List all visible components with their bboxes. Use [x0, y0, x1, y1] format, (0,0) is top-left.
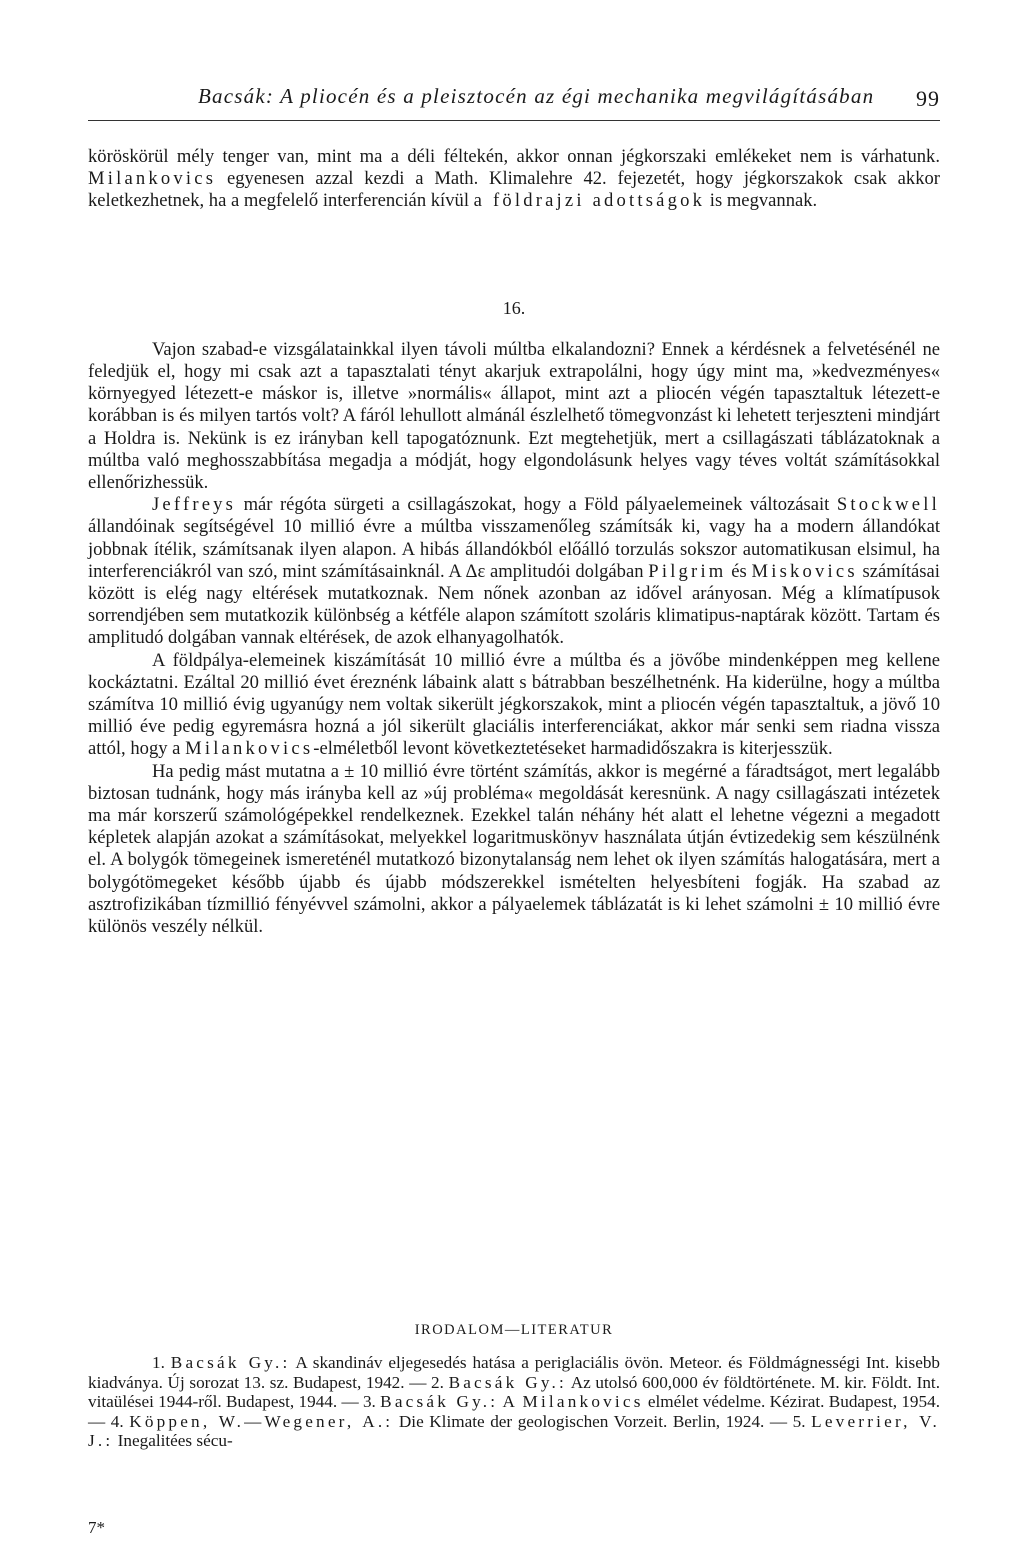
author-name: Stockwell: [836, 494, 940, 516]
reference-text: A: [502, 1392, 519, 1412]
paragraph-text: -elméletből levont következtetéseket harmadidőszakra is kiterjesszük.: [313, 738, 833, 760]
paragraph-text: már régóta sürgeti a csillagászokat, hogy a Föld pályaelemeinek változásait: [243, 494, 830, 516]
paragraph: [88, 494, 940, 649]
body-text: [88, 146, 940, 938]
intro-text-c: is megvannak.: [709, 190, 818, 212]
paragraph: [88, 650, 940, 761]
running-head: Bacsák: A pliocén és a pleisztocén az égi mechanika megvilágításában: [198, 84, 875, 108]
reference-text: Az utolsó 600,000 év földtörténete. M. kir. Földt. Int. vitaülései 1944-ről. Budapest, 1944. — 3.: [88, 1372, 940, 1412]
emphasized-text: a földrajzi adottságok: [473, 190, 706, 212]
reference-author: Bacsák Gy.:: [448, 1372, 567, 1392]
reference-author: Leverrier, V. J.:: [88, 1411, 941, 1451]
reference-text: A skandináv eljegesedés hatása a periglaciális övön. Meteor. és Földmágnességi Int. kisebb kiadványa. Új sorozat 13. sz. Budapest, 1942. — 2.: [88, 1353, 941, 1392]
author-name: Jeffreys: [152, 494, 237, 516]
paragraph-text: és: [731, 560, 747, 582]
paragraph-text: számításai között is elég nagy eltérések mutatkoznak. Nem nőnek azonban az idővel arányosan. Még a klímatípusok sorrendjében sem mutatkozik különbség a kétféle alapon számított szoláris klimatipus-naptárak között. Tartam és amplitudó dolgában vannak eltérések, de azok elhanyagolhatók.: [88, 560, 940, 649]
reference-author: Köppen, W.—Wegener, A.:: [129, 1411, 394, 1431]
paragraph: Vajon szabad-e vizsgálatainkkal ilyen távoli múltba elkalandozni? Ennek a kérdésnek a felvetésénél ne feledjük el, hogy mi csak azt a tapasztalati tényt akarjuk extrapolálni, hogy úgy mint ma, »kedvezményes« környegyed létezett-e máskor is, illetve »normális« állapot, mint azt a pliocén végén tapasztaltuk létezett-e korábban is és milyen tartós volt? A fáról lehullott almánál észlelhető tömegvonzást ki lehetett terjeszteni mindjárt a Holdra is. Nekünk is ez irányban kell tapogatóznunk. Ezt megtehetjük, mert a csillagászati táblázatoknak a múltba való meghosszabbítása megadja a módját, hogy elgondolásunk helyes vagy téves voltát számításokkal ellenőrizhessük.: [88, 338, 940, 494]
author-name: Milankovics: [88, 168, 217, 190]
reference-text: Inegalitées sécu-: [117, 1431, 233, 1451]
paragraph-text: A földpálya-elemeinek kiszámítását 10 millió évre a múltba és a jövőbe mindenképpen meg kellene kockáztatni. Ezáltal 20 millió évet éreznénk lábaink alatt s bátrabban beszélhetnénk. Ha kiderülne, hogy a múltba számítva 10 millió évig ugyanúgy nem voltak sikerült jégkorszakok, mint a pliocén végén tapasztaltuk, a jövő 10 millió éve pedig egyremásra hozná a jól sikerült glaciális interferenciákat, akkor már senki sem riadna vissza attól, hogy a: [88, 649, 940, 760]
header-rule: [88, 120, 940, 121]
author-name: Miskovics: [751, 560, 858, 582]
intro-text-a: köröskörül mély tenger van, mint ma a déli féltekén, akkor onnan jégkorszaki emlékeket nem is várhatunk.: [88, 146, 940, 167]
paragraph: Ha pedig mást mutatna a ± 10 millió évre történt számítás, akkor is megérné a fáradtságot, mert legalább biztosan tudnánk, hogy más irányba kell az »új probléma« megoldását keresnünk. A nagy csillagászati intézetek ma már korszerű számológépekkel rendelkeznek. Ezekkel talán néhány hét alatt el lehetne végezni a megadott képletek alapján azokat a számításokat, melyekkel logaritmuskönyv használata útján évtizedekig sem készülnénk el. A bolygók tömegeinek ismereténél mutatkozó bizonytalanság nem lehet ok ilyen számítás halogatására, mert a bolygótömegeket később újabb és újabb módszerekkel ismételten helyesbíteni fogják. Ha szabad az asztrofizikában tízmillió fényévvel számolni, akkor a pályaelemek táblázatát is ki lehet számolni ± 10 millió évre különös veszély nélkül.: [88, 760, 940, 938]
author-name: Pilgrim: [648, 560, 727, 582]
reference-text: elmélet védelme. Kézirat. Budapest, 1954. — 4.: [88, 1392, 940, 1431]
literature-heading: IRODALOM—LITERATUR: [414, 1322, 614, 1338]
author-name: Milankovics: [185, 738, 314, 760]
section-number: 16.: [502, 297, 526, 318]
signature-mark: 7*: [88, 1518, 105, 1537]
page-number: 99: [916, 86, 940, 111]
reference-number: 1.: [152, 1353, 165, 1372]
page-header: [88, 84, 940, 118]
intro-paragraph: [88, 146, 940, 213]
intro-text-b: egyenesen azzal kezdi a Math. Klimalehre 42. fejezetét, hogy jégkorszakok csak akkor keletkezhetnek, ha a megfelelő interferencián kívül: [88, 168, 940, 212]
references: [88, 1353, 940, 1451]
reference-author: Bacsák Gy.:: [380, 1392, 499, 1412]
reference-author: Bacsák Gy.:: [170, 1353, 291, 1372]
reference-text: Die Klimate der geologischen Vorzeit. Berlin, 1924. — 5.: [398, 1411, 806, 1431]
paragraph-text: állandóinak segítségével 10 millió évre a múltba visszamenőleg számítsák ki, vagy ha a modern állandókat jobbnak ítélik, számítsanak ilyen alapon. A hibás állandókból előálló torzulás sokszor automatikusan elsimul, ha interferenciákról van szó, mint számításainknál. A Δε amplitudói dolgában: [88, 516, 940, 582]
reference-author: Milankovics: [522, 1392, 644, 1412]
